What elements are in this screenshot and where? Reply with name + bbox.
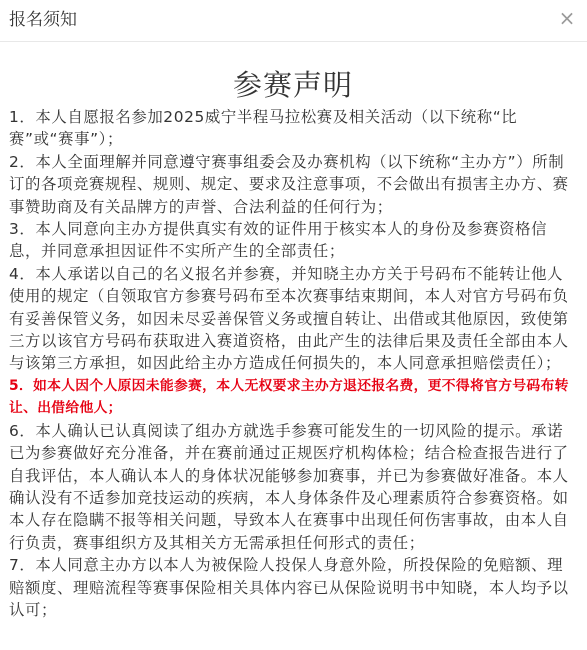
document-heading: 参赛声明: [232, 68, 353, 102]
clause-item: 2．本人全面理解并同意遵守赛事组委会及办赛机构（以下统称“主办方”）所制订的各项竞赛规程、规则、规定、要求及注意事项，不会做出有损害主办方、赛事赞助商及有关品牌方的声誉、合法利益的任何行为；: [9, 152, 569, 216]
dialog-title: 报名须知: [9, 10, 77, 30]
clause-item-highlighted: 5．如本人因个人原因未能参赛，本人无权要求主办方退还报名费，更不得将官方号码布转让、出借给他人；: [9, 377, 569, 417]
clause-item: 1．本人自愿报名参加2025威宁半程马拉松赛及相关活动（以下统称“比赛”或“赛事”）；: [9, 108, 518, 149]
clause-item: 4．本人承诺以自己的名义报名并参赛，并知晓主办方关于号码布不能转让他人使用的规定（自领取官方参赛号码布至本次赛事结束期间，本人对官方号码布负有妥善保管义务，如因未尽妥善保管义务或擅自转让、出借或其他原因，致使第三方以该官方号码布获取进入赛道资格，由此产生的法律后果及责任全部由本人与该第三方承担，如因此给主办方造成任何损失的，本人同意承担赔偿责任）；: [9, 264, 569, 373]
clause-item: 6．本人确认已认真阅读了组办方就选手参赛可能发生的一切风险的提示。承诺已为参赛做好充分准备，并在赛前通过正规医疗机构体检；结合检查报告进行了自我评估，本人确认本人的身体状况能够参加赛事，并已为参赛做好准备。本人确认没有不适参加竞技运动的疾病，本人身体条件及心理素质符合参赛资格。如本人存在隐瞒不报等相关问题，导致本人在赛事中出现任何伤害事故，由本人自行负责，赛事组织方及其相关方无需承担任何形式的责任；: [9, 421, 569, 552]
dialog-content[interactable]: [0, 42, 587, 650]
clause-list: [9, 106, 577, 621]
clause-item: 7．本人同意主办方以本人为被保险人投保人身意外险，所投保险的免赔额、理赔额度、理赔流程等赛事保险相关具体内容已从保险说明书中知晓，本人均予以认可；: [9, 556, 569, 619]
close-icon[interactable]: ×: [558, 6, 576, 30]
dialog-header: [0, 0, 587, 42]
clause-item: 3．本人同意向主办方提供真实有效的证件用于核实本人的身份及参赛资格信息，并同意承担因证件不实所产生的全部责任；: [9, 220, 548, 261]
